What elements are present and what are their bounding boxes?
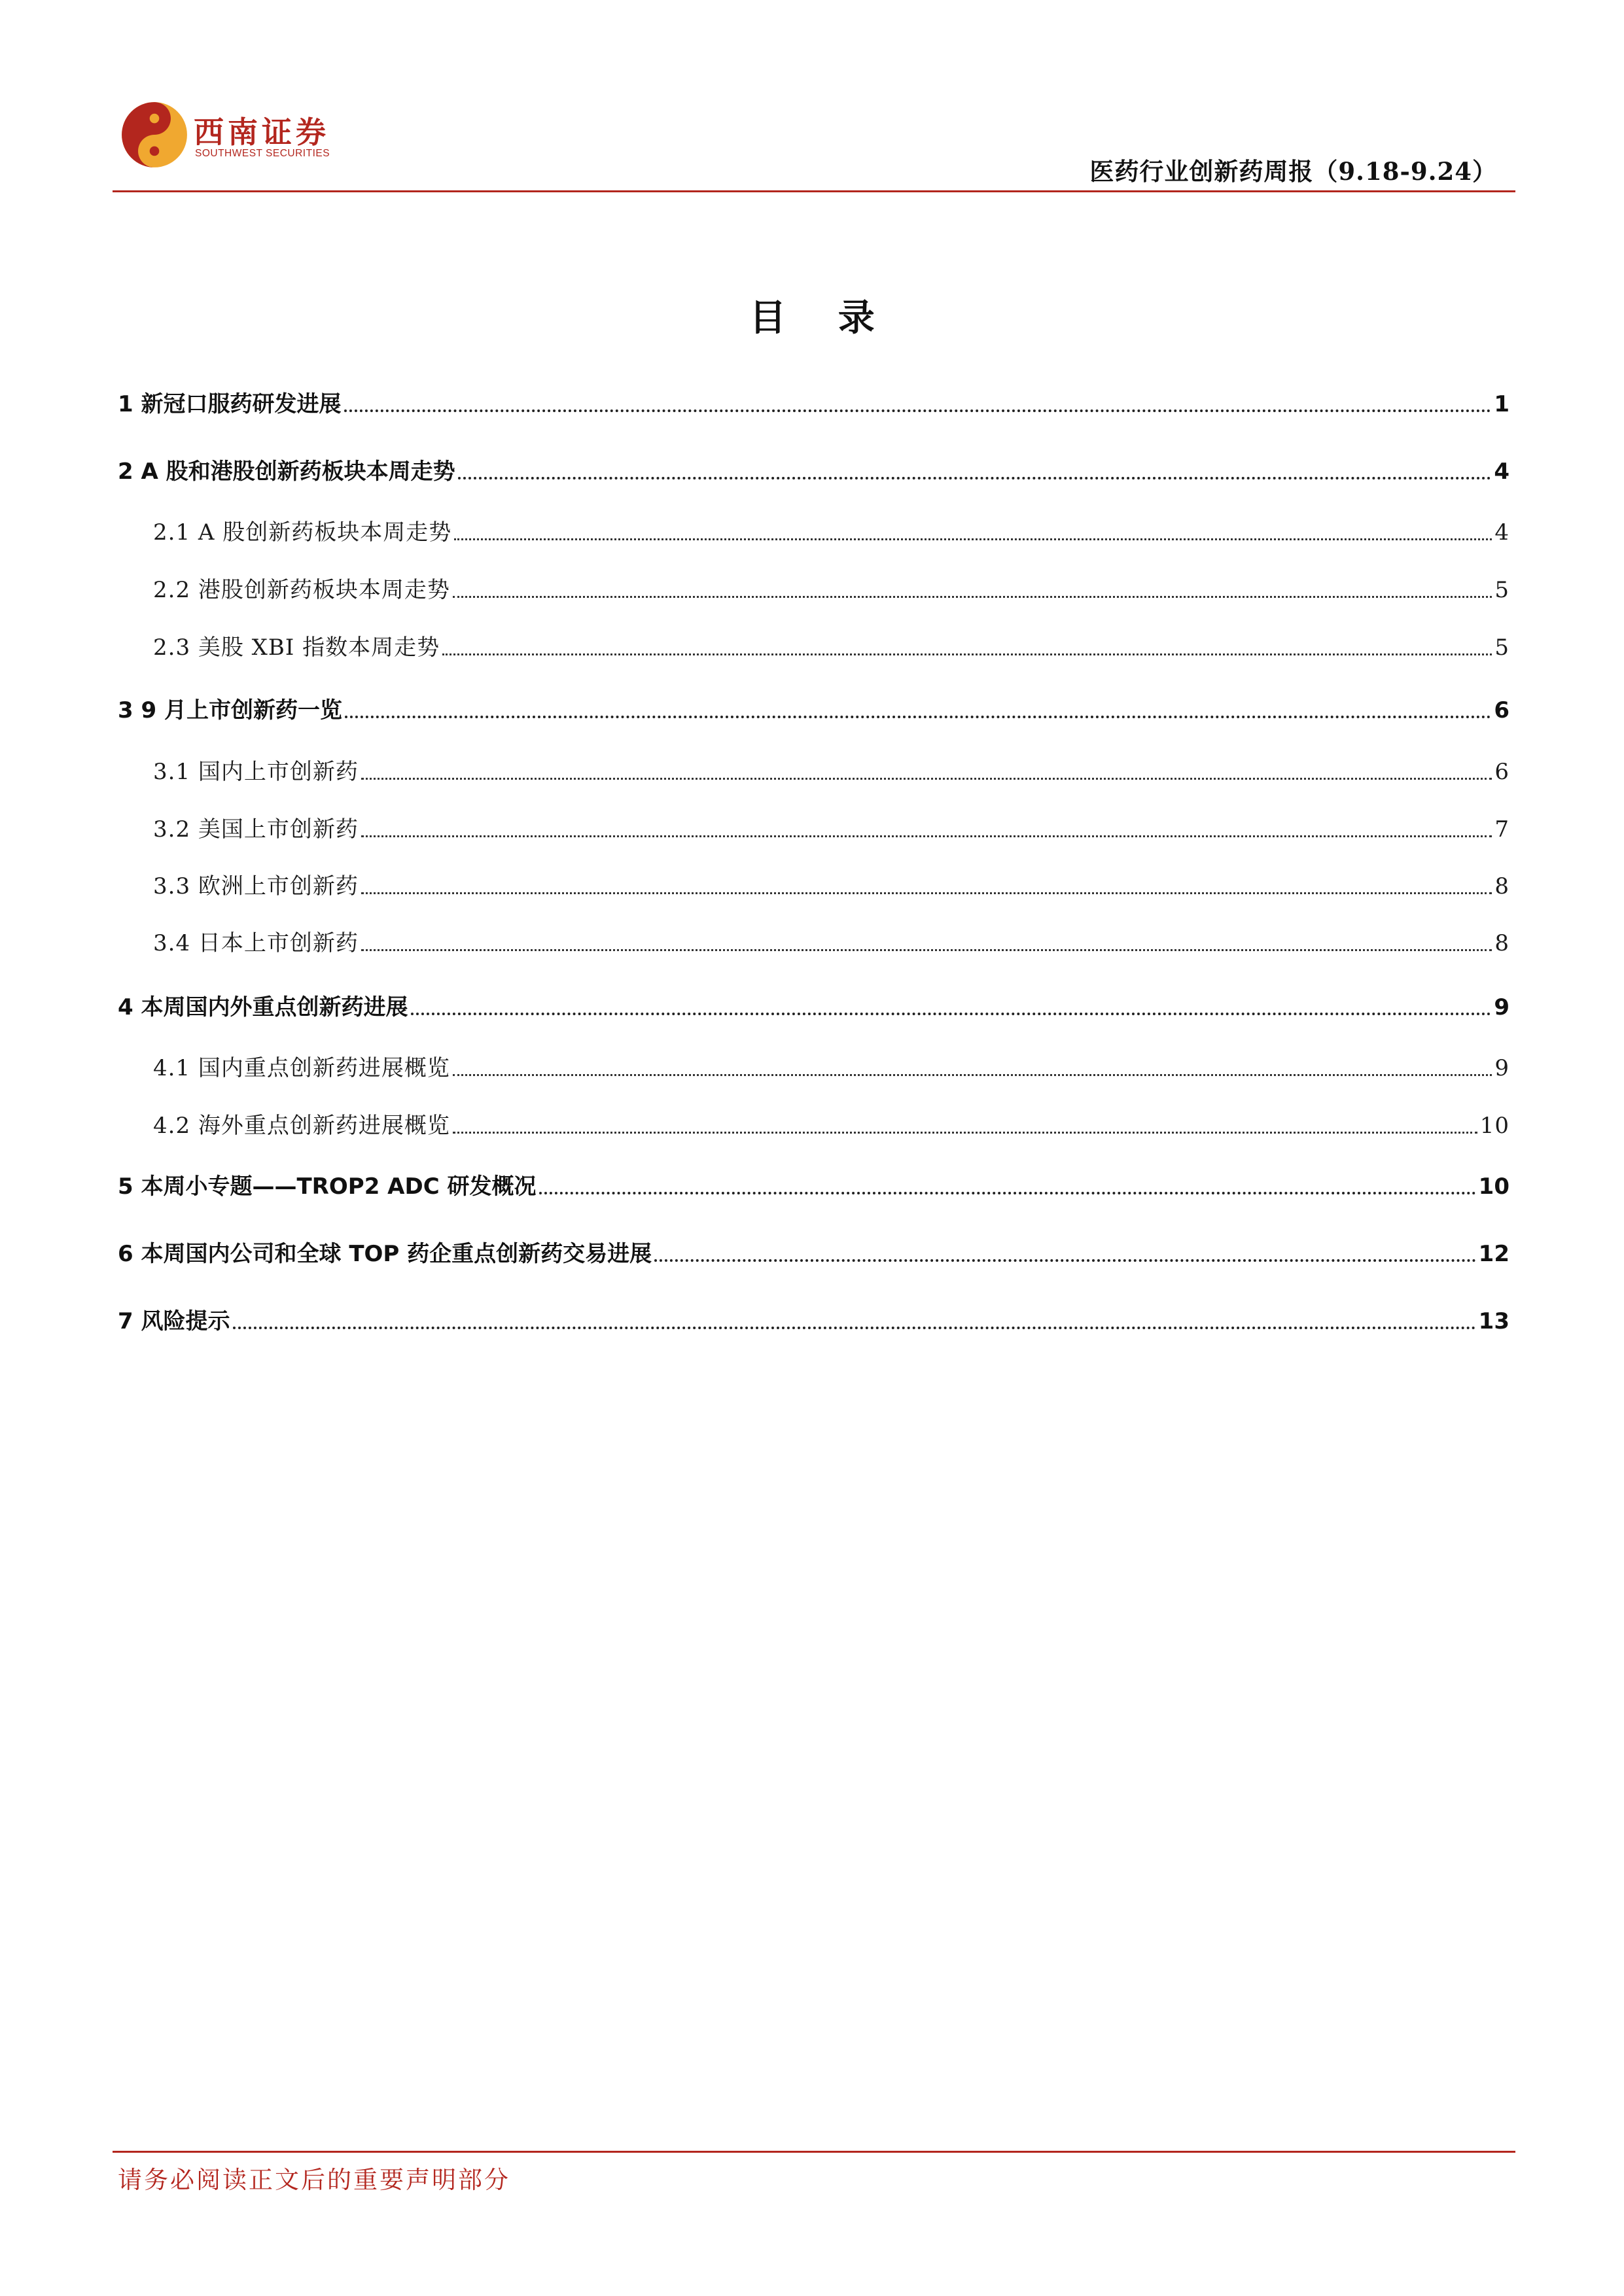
company-logo <box>120 98 343 170</box>
toc-entry-page: 10 <box>1479 1113 1509 1139</box>
toc-entry-page: 13 <box>1478 1308 1509 1334</box>
toc-entry-label: 7 风险提示 <box>118 1308 230 1334</box>
toc-entry-label: 6 本周国内公司和全球 TOP 药企重点创新药交易进展 <box>118 1241 652 1267</box>
dot-leader <box>411 1013 1492 1015</box>
dot-leader <box>454 538 1492 540</box>
footer-divider <box>113 2151 1515 2153</box>
toc-entry-5[interactable] <box>118 1168 1509 1200</box>
report-title: 医药行业创新药周报（9.18-9.24） <box>1089 157 1497 186</box>
dot-leader <box>442 653 1492 655</box>
dot-leader <box>458 477 1492 479</box>
toc-entry-2-3[interactable] <box>153 629 1509 661</box>
dot-leader <box>233 1327 1476 1329</box>
toc-entry-label: 2.2 港股创新药板块本周走势 <box>153 577 450 603</box>
dot-leader <box>345 716 1491 718</box>
southwest-securities-logo-icon <box>120 101 188 169</box>
toc-entry-page: 4 <box>1494 459 1509 485</box>
toc-entry-3-3[interactable] <box>153 868 1509 899</box>
dot-leader <box>453 596 1492 598</box>
dot-leader <box>453 1074 1492 1076</box>
toc-entry-4-1[interactable] <box>153 1050 1509 1081</box>
toc-entry-page: 6 <box>1494 759 1509 785</box>
toc-entry-6[interactable] <box>118 1236 1509 1267</box>
toc-entry-3-4[interactable] <box>153 925 1509 956</box>
toc-entry-page: 8 <box>1494 873 1509 899</box>
footer-disclaimer: 请务必阅读正文后的重要声明部分 <box>118 2166 510 2194</box>
toc-entry-label: 3.1 国内上市创新药 <box>153 759 359 785</box>
dot-leader <box>361 892 1492 894</box>
toc-entry-label: 2 A 股和港股创新药板块本周走势 <box>118 459 455 485</box>
toc-entry-page: 8 <box>1494 930 1509 956</box>
toc-entry-3-2[interactable] <box>153 811 1509 843</box>
toc-entry-label: 3.3 欧洲上市创新药 <box>153 873 359 899</box>
toc-entry-4[interactable] <box>118 989 1509 1020</box>
toc-entry-3-1[interactable] <box>153 754 1509 785</box>
toc-entry-page: 5 <box>1494 577 1509 603</box>
dot-leader <box>361 949 1492 951</box>
toc-entry-label: 1 新冠口服药研发进展 <box>118 391 342 417</box>
toc-entry-7[interactable] <box>118 1303 1509 1334</box>
dot-leader <box>361 835 1492 837</box>
toc-entry-label: 3 9 月上市创新药一览 <box>118 697 342 723</box>
dot-leader <box>453 1132 1477 1134</box>
toc-entry-2[interactable] <box>118 453 1509 485</box>
toc-entry-page: 9 <box>1494 994 1509 1020</box>
toc-entry-3[interactable] <box>118 692 1509 723</box>
toc-entry-label: 2.3 美股 XBI 指数本周走势 <box>153 635 440 661</box>
dot-leader <box>361 778 1492 780</box>
toc-entry-page: 4 <box>1494 519 1509 546</box>
header-divider <box>113 190 1515 192</box>
toc-entry-4-2[interactable] <box>153 1107 1509 1139</box>
toc-entry-page: 10 <box>1478 1174 1509 1200</box>
toc-entry-page: 12 <box>1478 1241 1509 1267</box>
logo-english-name: SOUTHWEST SECURITIES <box>195 148 330 159</box>
toc-entry-label: 3.2 美国上市创新药 <box>153 816 359 843</box>
toc-entry-label: 3.4 日本上市创新药 <box>153 930 359 956</box>
logo-chinese-name: 西南证券 <box>194 114 330 150</box>
toc-entry-page: 1 <box>1494 391 1509 417</box>
toc-entry-page: 9 <box>1494 1055 1509 1081</box>
toc-entry-page: 7 <box>1494 816 1509 843</box>
toc-entry-label: 4.1 国内重点创新药进展概览 <box>153 1055 450 1081</box>
toc-entry-label: 4 本周国内外重点创新药进展 <box>118 994 408 1020</box>
toc-entry-label: 2.1 A 股创新药板块本周走势 <box>153 519 452 546</box>
toc-entry-page: 6 <box>1494 697 1509 723</box>
toc-entry-2-1[interactable] <box>153 514 1509 546</box>
dot-leader <box>654 1259 1475 1262</box>
dot-leader <box>344 409 1492 412</box>
toc-entry-page: 5 <box>1494 635 1509 661</box>
dot-leader <box>539 1192 1476 1194</box>
toc-heading: 目 录 <box>749 296 894 339</box>
toc-entry-label: 5 本周小专题——TROP2 ADC 研发概况 <box>118 1174 537 1200</box>
toc-entry-2-2[interactable] <box>153 572 1509 603</box>
toc-entry-label: 4.2 海外重点创新药进展概览 <box>153 1113 450 1139</box>
toc-entry-1[interactable] <box>118 386 1509 417</box>
